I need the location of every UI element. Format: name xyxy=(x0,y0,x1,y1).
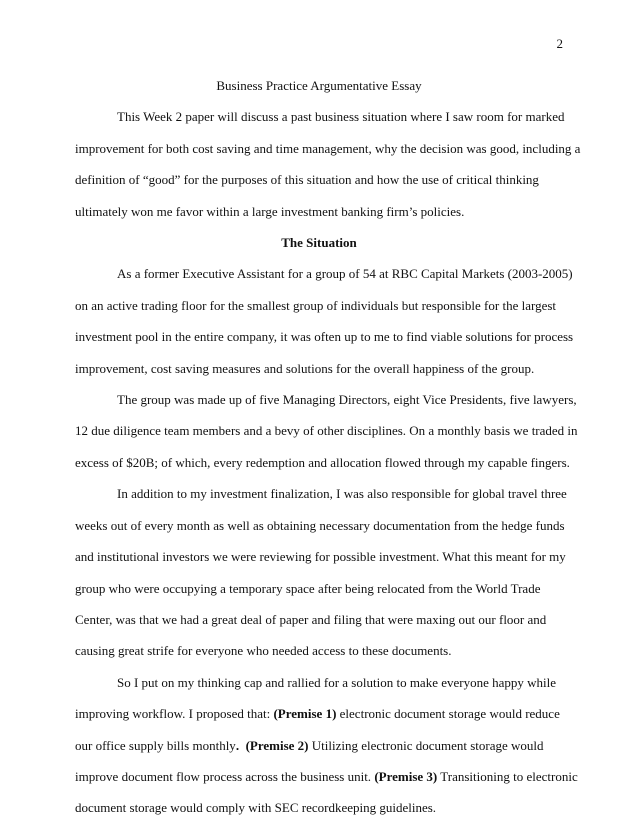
essay-body xyxy=(75,70,581,824)
intro-paragraph xyxy=(75,101,581,227)
line-text: Transitioning to electronic xyxy=(437,768,578,784)
paragraph-line: improvement for both cost saving and time management, why the decision was good, including a xyxy=(75,140,581,156)
paragraph-line: ultimately won me favor within a large investment banking firm’s policies. xyxy=(75,203,465,219)
paragraph-line: This Week 2 paper will discuss a past business situation where I saw room for marked xyxy=(117,109,565,125)
paragraph-line xyxy=(75,761,578,792)
premise-1-label: (Premise 1) xyxy=(273,706,337,722)
paragraph-line: causing great strife for everyone who needed access to these documents. xyxy=(75,643,452,659)
paragraph-line: Center, was that we had a great deal of paper and filing that were maxing out our floor and xyxy=(75,611,547,627)
paragraph-line: investment pool in the entire company, it was often up to me to find viable solutions for process xyxy=(75,329,574,345)
premise-3-label: (Premise 3) xyxy=(374,768,438,784)
line-period: . xyxy=(235,737,240,753)
essay-title: Business Practice Argumentative Essay xyxy=(216,78,422,93)
paragraph-line: weeks out of every month as well as obtaining necessary documentation from the hedge funds xyxy=(75,517,565,533)
situation-paragraph-4 xyxy=(75,667,578,824)
line-text: improve document flow process across the business unit. xyxy=(75,768,375,784)
line-text: electronic document storage would reduce xyxy=(336,706,560,722)
paragraph-line: improvement, cost saving measures and solutions for the overall happiness of the group. xyxy=(75,360,535,376)
paragraph-line: The group was made up of five Managing Directors, eight Vice Presidents, five lawyers, xyxy=(117,392,577,408)
paragraph-line: group who were occupying a temporary space after being relocated from the World Trade xyxy=(75,580,541,596)
paragraph-line: document storage would comply with SEC recordkeeping guidelines. xyxy=(75,800,437,816)
line-text: our office supply bills monthly xyxy=(75,737,236,753)
premise-2-label: (Premise 2) xyxy=(245,737,309,753)
paragraph-line: excess of $20B; of which, every redemption and allocation flowed through my capable fingers. xyxy=(75,454,570,470)
page-number: 2 xyxy=(556,36,563,51)
line-text: improving workflow. I proposed that: xyxy=(75,706,274,722)
paragraph-line: In addition to my investment finalization, I was also responsible for global travel three xyxy=(117,486,567,502)
paragraph-line: As a former Executive Assistant for a group of 54 at RBC Capital Markets (2003-2005) xyxy=(117,266,573,282)
paragraph-line xyxy=(75,730,563,761)
situation-paragraph-2 xyxy=(75,384,578,478)
paragraph-line: 12 due diligence team members and a bevy of other disciplines. On a monthly basis we traded in xyxy=(75,423,578,439)
situation-paragraph-3 xyxy=(75,478,567,666)
section-heading: The Situation xyxy=(281,235,357,251)
paragraph-line: definition of “good” for the purposes of this situation and how the use of critical thinking xyxy=(75,172,539,188)
paragraph-line: So I put on my thinking cap and rallied for a solution to make everyone happy while xyxy=(117,674,557,690)
paragraph-line xyxy=(75,698,563,729)
paragraph-line: on an active trading floor for the smallest group of individuals but responsible for the largest xyxy=(75,297,557,313)
situation-paragraph-1 xyxy=(75,258,574,384)
paragraph-line: and institutional investors we were reviewing for possible investment. What this meant for my xyxy=(75,549,566,565)
line-text: Utilizing electronic document storage would xyxy=(308,737,544,753)
